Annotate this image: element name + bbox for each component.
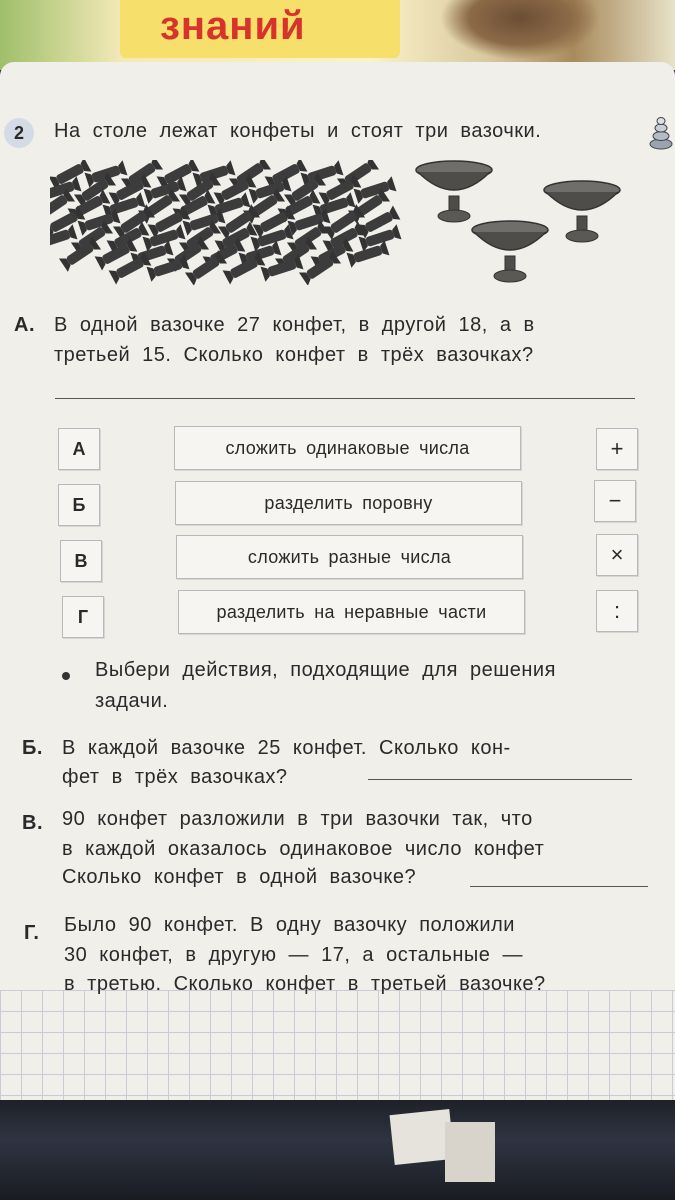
part-a-line-1: В одной вазочке 27 конфет, в другой 18, а в bbox=[54, 314, 535, 336]
part-g-letter: Г. bbox=[24, 922, 40, 944]
part-g-line-2: 30 конфет, в другую — 17, а остальные — bbox=[64, 944, 523, 966]
vase-3-icon bbox=[468, 218, 553, 288]
answer-line-v[interactable] bbox=[470, 886, 648, 887]
previous-page-strip bbox=[0, 0, 675, 70]
instruction-line-1: Выбери действия, подходящие для решения bbox=[95, 659, 556, 681]
answer-line-b[interactable] bbox=[368, 779, 632, 780]
banner-text: знаний bbox=[160, 4, 306, 48]
part-v-line-2: в каждой оказалось одинаковое число конфет bbox=[62, 838, 545, 860]
part-a-line-2: третьей 15. Сколько конфет в трёх вазочках? bbox=[54, 344, 534, 366]
part-a-letter: А. bbox=[14, 314, 35, 336]
paper-scrap-2 bbox=[445, 1122, 495, 1182]
part-v-letter: В. bbox=[22, 812, 43, 834]
operator-plus[interactable]: + bbox=[596, 428, 638, 470]
candies-illustration bbox=[50, 160, 410, 285]
task-intro: На столе лежат конфеты и стоят три вазочки. bbox=[54, 120, 542, 142]
part-b-line-2: фет в трёх вазочках? bbox=[62, 766, 288, 788]
bullet bbox=[62, 672, 70, 680]
part-g-line-3: в третью. Сколько конфет в третьей вазочке? bbox=[64, 973, 546, 995]
task-number-badge: 2 bbox=[4, 118, 34, 148]
part-b-letter: Б. bbox=[22, 737, 43, 759]
option-letter-v[interactable]: В bbox=[60, 540, 102, 582]
stacked-stones-icon bbox=[648, 116, 674, 150]
part-b-line-1: В каждой вазочке 25 конфет. Сколько кон- bbox=[62, 737, 511, 759]
part-v-line-1: 90 конфет разложили в три вазочки так, что bbox=[62, 808, 533, 830]
option-description-b[interactable]: разделить поровну bbox=[175, 481, 522, 525]
operator-minus[interactable]: − bbox=[594, 480, 636, 522]
option-description-v[interactable]: сложить разные числа bbox=[176, 535, 523, 579]
part-g-line-1: Было 90 конфет. В одну вазочку положили bbox=[64, 914, 515, 936]
option-letter-b[interactable]: Б bbox=[58, 484, 100, 526]
background-fabric bbox=[0, 1100, 675, 1200]
operator-divide[interactable]: : bbox=[596, 590, 638, 632]
answer-line-a[interactable] bbox=[55, 398, 635, 399]
option-description-a[interactable]: сложить одинаковые числа bbox=[174, 426, 521, 470]
grid-area bbox=[0, 990, 675, 1110]
candy-icon bbox=[261, 254, 304, 282]
option-letter-a[interactable]: А bbox=[58, 428, 100, 470]
option-description-g[interactable]: разделить на неравные части bbox=[178, 590, 525, 634]
bird-illustration bbox=[440, 0, 600, 60]
instruction-line-2: задачи. bbox=[95, 690, 169, 712]
option-letter-g[interactable]: Г bbox=[62, 596, 104, 638]
operator-multiply[interactable]: × bbox=[596, 534, 638, 576]
part-v-line-3: Сколько конфет в одной вазочке? bbox=[62, 866, 417, 888]
